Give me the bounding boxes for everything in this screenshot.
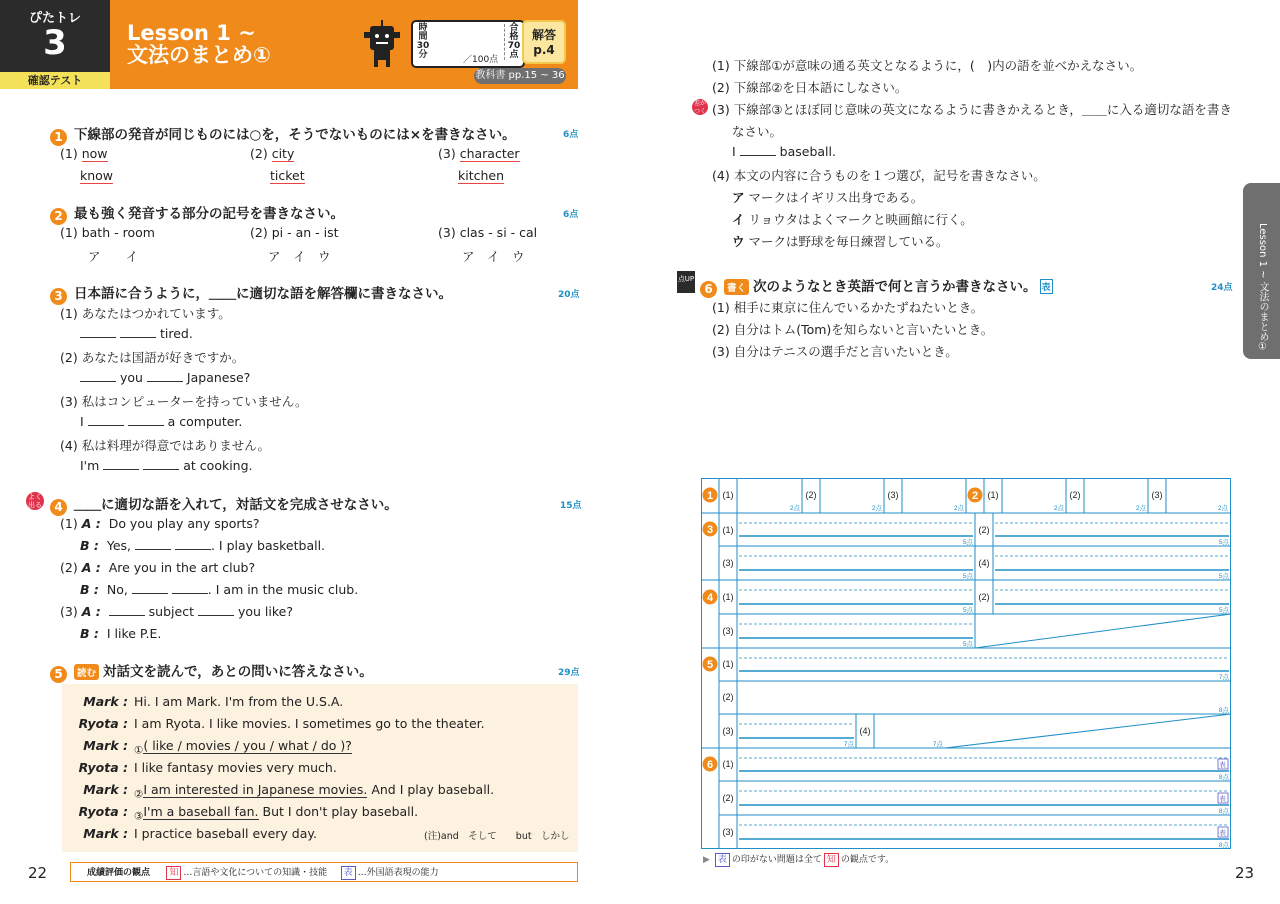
q1-heading [50,123,516,146]
q3-en: at cooking. [183,458,253,473]
q4-item2-b [80,582,358,597]
grid-points: 8点 [1218,774,1229,781]
grid-points: 2点 [871,505,882,512]
item-label: (1) [60,146,78,161]
q3-text: 日本語に合うように，＿＿に適切な語を解答欄に書きなさい。 [74,286,452,302]
grid-label: (2) [1069,490,1081,500]
q4-line: Do you play any sports? [108,516,260,531]
q1-word-a: now [81,146,108,161]
point-up-badge: 点UP [677,271,695,293]
speaker: Ryota : [78,760,128,775]
grid-label: (3) [722,558,734,568]
q3-ja: 私は料理が得意ではありません。 [81,438,270,453]
speaker-a: A : [81,560,101,575]
q3-item1-en [80,326,193,341]
q4-item3-a [60,604,293,619]
q3-item2-ja [60,348,244,366]
series-box [0,0,110,72]
grid-label: (3) [887,490,899,500]
grid-points: 8点 [1218,808,1229,815]
page-title [127,22,271,66]
q3-item3-en [80,414,242,429]
q5-points: 29点 [558,668,580,678]
series-label: ぴたトレ [28,11,81,26]
dialog-line [66,716,485,731]
choice-item [732,232,949,250]
q6-item3 [712,342,958,360]
grid-points: 7点 [1218,674,1229,681]
q4-line: Yes, [106,538,131,553]
score-unit: ／100点 [463,55,499,65]
note-hyo-tag: 表 [715,853,730,867]
dialog-text: I am Ryota. I like movies. I sometimes go to the theater. [134,716,485,731]
legend-hyo-tag: 表 [341,866,356,880]
speaker-b: B : [80,626,99,641]
dialog-text: I like fantasy movies very much. [134,760,337,775]
choice-key: ウ [732,234,745,249]
q5-sub2 [712,78,907,96]
q1-item3 [438,146,520,161]
grid-hyo-tag: 表 [1219,762,1226,769]
item-label: (1) [712,58,730,73]
item-label: (3) [60,394,78,409]
q2-number: 2 [50,208,67,225]
q6-item2 [712,320,993,338]
grid-points: 5点 [962,641,973,648]
dialog-line [66,826,317,841]
choice-item [732,188,923,206]
speaker: Mark : [83,782,128,797]
choice-key: ア [732,190,745,205]
q6-text: 次のようなとき英語で何と言うか書きなさい。 [753,279,1037,295]
item-label: (2) [60,350,78,365]
grid-q5: 5 [706,659,714,671]
grid-points: 7点 [843,741,854,748]
dialog-line [66,760,337,775]
test-badge: 確認テスト [0,72,110,89]
q3-item2-en [80,370,250,385]
q4-item1-b [80,538,325,553]
q1-number: 1 [50,129,67,146]
q3-item4-ja [60,436,270,454]
triangle-icon: ▶ [703,855,710,865]
grid-label: (2) [805,490,817,500]
dialog-text: I'm a baseball fan. [143,804,259,819]
note-text: の印がない問題は全て [731,855,822,865]
grid-label: (1) [722,525,734,535]
q1-item1 [60,146,108,161]
item-label: (1) [60,516,78,531]
grid-label: (1) [722,490,734,500]
side-tab-label: Lesson 1 ~ 文法のまとめ① [1257,223,1268,353]
time-label: 時間30分 [416,23,430,60]
q2-marks2: ア イ ウ [268,249,331,264]
item-label: (2) [712,80,730,95]
page-number-right: 23 [1235,864,1255,882]
q1-word-a: city [271,146,295,161]
q1-item2 [250,146,294,161]
speaker: Mark : [83,826,128,841]
q3-heading [50,282,452,305]
textbook-pages: 教科書 pp.15 ~ 36 [474,68,566,84]
grid-label: (2) [722,692,734,702]
dialog-text: ( like / movies / you / what / do )? [143,738,352,753]
q5-sub3 [712,100,1232,118]
choice-text: マークは野球を毎日練習している。 [748,234,949,249]
q3-item4-en [80,458,253,473]
grid-points: 2点 [1135,505,1146,512]
q4-number: 4 [50,499,67,516]
dialog-line [66,782,494,801]
answer-label: 解答 [531,28,556,42]
grid-label: (3) [722,827,734,837]
q1-word-b: ticket [270,168,305,183]
grid-points: 8点 [1218,842,1229,849]
q3-en: I [80,414,84,429]
q5-sub-text: 下線部②を日本語にしなさい。 [733,80,908,95]
grid-points: 7点 [932,741,943,748]
grid-label: (1) [722,659,734,669]
grid-points: 2点 [1053,505,1064,512]
q1-text: 下線部の発音が同じものには○を，そうでないものには×を書きなさい。 [74,127,516,143]
dialog-note: (注)and そして but しかし [424,831,570,842]
item-label: (2) [60,560,78,575]
speaker-a: A : [81,604,101,619]
q3-item1-ja [60,304,231,322]
q5-sub-text: baseball. [779,144,836,159]
q5-sub3-answer [732,144,836,159]
q6-number: 6 [700,281,717,298]
q2-item2 [250,225,339,240]
q5-sub-text: 下線部①が意味の通る英文となるように，( )内の語を並べかえなさい。 [733,58,1143,73]
speaker: Ryota : [78,804,128,819]
q3-en: Japanese? [186,370,251,385]
q6-item1 [712,298,983,316]
evaluation-legend [70,862,578,882]
q5-sub4 [712,166,1046,184]
item-label: (1) [60,306,78,321]
choice-text: リョウタはよくマークと映画館に行く。 [748,212,973,227]
write-badge: 書く [724,279,749,295]
q4-text: ＿＿に適切な語を入れて，対話文を完成させなさい。 [74,497,398,513]
q1-word-b: know [80,168,114,183]
title-line2: 文法のまとめ① [127,43,271,67]
choice-item [732,210,973,228]
q4-line: . I am in the music club. [207,582,359,597]
time-score-box [411,20,525,68]
q6-item-text: 自分はテニスの選手だと言いたいとき。 [733,344,958,359]
item-label: (2) [250,225,268,240]
underline-mark: ③ [134,810,144,823]
speaker-b: B : [80,582,99,597]
difference-badge: 差がつく [693,100,706,115]
grid-note [703,852,894,867]
item-label: (1) [712,300,730,315]
grid-q1: 1 [706,490,714,502]
q3-en: you [119,370,143,385]
robot-mascot-icon [362,20,402,68]
note-chi-tag: 知 [824,853,839,867]
dialog-line [66,694,343,709]
grid-points: 2点 [953,505,964,512]
speaker: Mark : [83,694,128,709]
item-label: (3) [712,344,730,359]
q1-points: 6点 [563,130,579,140]
grid-points: 5点 [962,539,973,546]
q4-item2-a [60,560,255,575]
q3-ja: あなたは国語が好きですか。 [81,350,245,365]
q4-line: . I play basketball. [210,538,326,553]
q1-item2-b [270,168,305,183]
q2-text: 最も強く発音する部分の記号を書きなさい。 [74,206,344,222]
answer-page: p.4 [533,43,555,57]
grid-points: 2点 [1217,505,1228,512]
item-label: (3) [712,102,730,117]
speaker: Mark : [83,738,128,753]
q4-points: 15点 [560,501,582,511]
q3-en: tired. [159,326,193,341]
q1-word-b: kitchen [458,168,505,183]
q4-item3-b [80,626,161,641]
frequent-badge: よく出る [28,493,42,509]
dialog-line [66,738,352,757]
speaker-a: A : [81,516,101,531]
grid-q2: 2 [971,490,979,502]
page-number-left: 22 [28,864,48,882]
grid-q6: 6 [706,759,714,771]
grid-label: (1) [987,490,999,500]
q6-item-text: 自分はトム(Tom)を知らないと言いたいとき。 [733,322,994,337]
dialog-text: But I don't play baseball. [258,804,419,819]
q5-heading [50,660,373,683]
grid-q4: 4 [706,592,714,604]
grid-points: 2点 [789,505,800,512]
grid-label: (2) [978,592,990,602]
q2-word: clas - si - cal [459,225,538,240]
item-label: (3) [438,146,456,161]
q4-heading [50,493,398,516]
q3-ja: 私はコンピューターを持っていません。 [81,394,308,409]
grid-hyo-tag: 表 [1219,796,1226,803]
q5-sub-text: 本文の内容に合うものを１つ選び，記号を書きなさい。 [733,168,1046,183]
q2-marks1: ア イ [88,249,139,264]
grid-points: 5点 [962,573,973,580]
choice-key: イ [732,212,745,227]
q5-sub3-cont: なさい。 [732,124,783,139]
grid-label: (4) [859,726,871,736]
hyo-tag: 表 [1040,279,1053,294]
item-label: (2) [712,322,730,337]
q4-line: No, [106,582,128,597]
q1-word-a: character [459,146,520,161]
grid-q3: 3 [706,524,714,536]
grid-label: (2) [978,525,990,535]
item-label: (3) [438,225,456,240]
q1-item3-b [458,168,504,183]
q3-number: 3 [50,288,67,305]
q6-item-text: 相手に東京に住んでいるかたずねたいとき。 [733,300,984,315]
q3-en: a computer. [167,414,243,429]
read-badge: 読む [74,664,99,680]
q6-points: 24点 [1211,283,1233,293]
item-label: (2) [250,146,268,161]
grid-points: 8点 [1218,707,1229,714]
item-label: (1) [60,225,78,240]
legend-hyo-text: …外国語表現の能力 [357,868,439,878]
q5-text: 対話文を読んで，あとの問いに答えなさい。 [103,664,373,680]
grid-label: (1) [722,592,734,602]
q4-item1-a [60,516,260,531]
grid-hyo-tag: 表 [1219,830,1226,837]
answer-grid [701,478,1231,849]
q2-points: 6点 [563,210,579,220]
grid-label: (4) [978,558,990,568]
grid-label: (3) [722,726,734,736]
q2-heading [50,202,344,225]
dialog-line [66,804,418,823]
grid-points: 5点 [1218,607,1229,614]
q2-word: bath - room [81,225,155,240]
q5-number: 5 [50,666,67,683]
answer-page-button[interactable] [522,20,566,64]
speaker: Ryota : [78,716,128,731]
q5-sub1 [712,56,1142,74]
grid-label: (3) [1151,490,1163,500]
underline-mark: ① [134,744,144,757]
q3-points: 20点 [558,290,580,300]
dialog-text: I am interested in Japanese movies. [143,782,368,797]
speaker-b: B : [80,538,99,553]
q6-heading [700,275,1053,298]
q2-item3 [438,225,537,240]
grid-label: (3) [722,626,734,636]
q4-line: I like P.E. [106,626,162,641]
q4-line: subject [148,604,194,619]
title-line1: Lesson 1 ~ [127,21,256,45]
q4-line: you like? [237,604,293,619]
note-text: の観点です。 [840,855,895,865]
q3-item3-ja [60,392,307,410]
q1-item1-b [80,168,113,183]
grid-label: (1) [722,759,734,769]
chapter-side-tab[interactable] [1243,183,1280,359]
q5-sub-text: I [732,144,736,159]
dialog-text: I practice baseball every day. [134,826,317,841]
dialog-text: And I play baseball. [367,782,495,797]
legend-chi-tag: 知 [166,866,181,880]
grid-points: 5点 [1218,539,1229,546]
q2-word: pi - an - ist [271,225,339,240]
item-label: (3) [60,604,78,619]
q5-sub-text: 下線部③とほぼ同じ意味の英文になるように書きかえるとき，＿＿に入る適切な語を書き [733,102,1232,117]
choice-text: マークはイギリス出身である。 [748,190,924,205]
grid-points: 5点 [962,607,973,614]
pass-label: 合格70点 [504,24,521,60]
legend-chi-text: …言語や文化についての知識・技能 [183,868,328,878]
series-number: 3 [43,23,67,63]
grid-label: (2) [722,793,734,803]
dialog-text: Hi. I am Mark. I'm from the U.S.A. [134,694,344,709]
q2-marks3: ア イ ウ [462,249,525,264]
grid-points: 5点 [1218,573,1229,580]
q2-item1 [60,225,155,240]
q4-line: Are you in the art club? [108,560,256,575]
q3-en: I'm [80,458,100,473]
q3-ja: あなたはつかれています。 [81,306,231,321]
legend-title: 成績評価の観点 [87,868,151,878]
item-label: (4) [60,438,78,453]
item-label: (4) [712,168,730,183]
underline-mark: ② [134,788,144,801]
